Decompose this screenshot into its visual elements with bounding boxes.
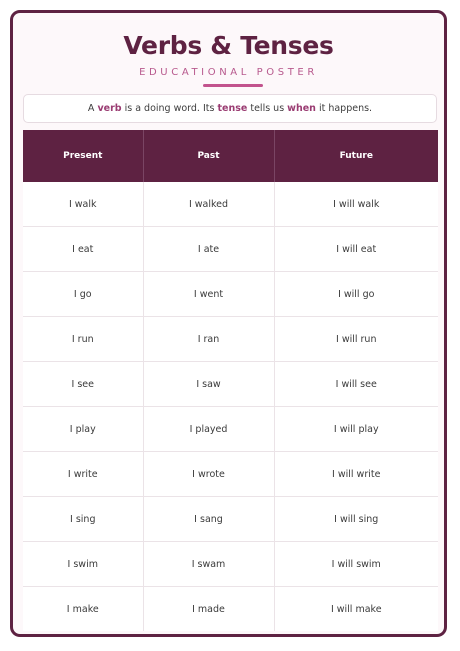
definition-text: it happens. bbox=[315, 103, 373, 114]
poster-title: Verbs & Tenses bbox=[123, 31, 334, 60]
cell-future: I will walk bbox=[274, 182, 438, 227]
cell-present: I see bbox=[23, 362, 143, 407]
cell-future: I will sing bbox=[274, 497, 438, 542]
keyword-verb: verb bbox=[97, 103, 122, 114]
table-row bbox=[23, 587, 438, 632]
poster-subtitle: EDUCATIONAL POSTER bbox=[139, 67, 318, 78]
definition-text: is a doing word. Its bbox=[121, 103, 218, 114]
header-present: Present bbox=[23, 130, 143, 182]
definition-text: A bbox=[87, 103, 98, 114]
cell-present: I swim bbox=[23, 542, 143, 587]
cell-present: I sing bbox=[23, 497, 143, 542]
cell-present: I write bbox=[23, 452, 143, 497]
cell-past: I saw bbox=[143, 362, 274, 407]
cell-past: I ran bbox=[143, 317, 274, 362]
table-row bbox=[23, 452, 438, 497]
keyword-when: when bbox=[287, 103, 316, 114]
cell-past: I played bbox=[143, 407, 274, 452]
cell-future: I will eat bbox=[274, 227, 438, 272]
tense-table bbox=[23, 130, 438, 631]
table-row bbox=[23, 317, 438, 362]
cell-past: I walked bbox=[143, 182, 274, 227]
definition-box bbox=[23, 94, 437, 123]
cell-present: I eat bbox=[23, 227, 143, 272]
table-row bbox=[23, 272, 438, 317]
cell-past: I went bbox=[143, 272, 274, 317]
table-row bbox=[23, 497, 438, 542]
cell-past: I made bbox=[143, 587, 274, 632]
table-row bbox=[23, 407, 438, 452]
cell-present: I run bbox=[23, 317, 143, 362]
cell-future: I will go bbox=[274, 272, 438, 317]
table-row bbox=[23, 227, 438, 272]
table-row bbox=[23, 182, 438, 227]
cell-future: I will make bbox=[330, 603, 382, 615]
header-future: Future bbox=[274, 130, 438, 182]
poster bbox=[10, 10, 447, 637]
cell-future: I will see bbox=[274, 362, 438, 407]
cell-past: I wrote bbox=[143, 452, 274, 497]
cell-future: I will play bbox=[274, 407, 438, 452]
cell-present: I play bbox=[23, 407, 143, 452]
header-past: Past bbox=[143, 130, 274, 182]
cell-present: I walk bbox=[23, 182, 143, 227]
table-row bbox=[23, 362, 438, 407]
definition-text: tells us bbox=[247, 103, 288, 114]
cell-present: I go bbox=[23, 272, 143, 317]
cell-past: I sang bbox=[143, 497, 274, 542]
table-header-row bbox=[23, 130, 438, 182]
cell-future: I will run bbox=[274, 317, 438, 362]
cell-present: I make bbox=[23, 587, 143, 632]
cell-future: I will write bbox=[274, 452, 438, 497]
cell-past: I ate bbox=[143, 227, 274, 272]
table-row bbox=[23, 542, 438, 587]
cell-past: I swam bbox=[143, 542, 274, 587]
title-underline bbox=[203, 84, 263, 87]
keyword-tense: tense bbox=[217, 103, 248, 114]
cell-future: I will swim bbox=[274, 542, 438, 587]
